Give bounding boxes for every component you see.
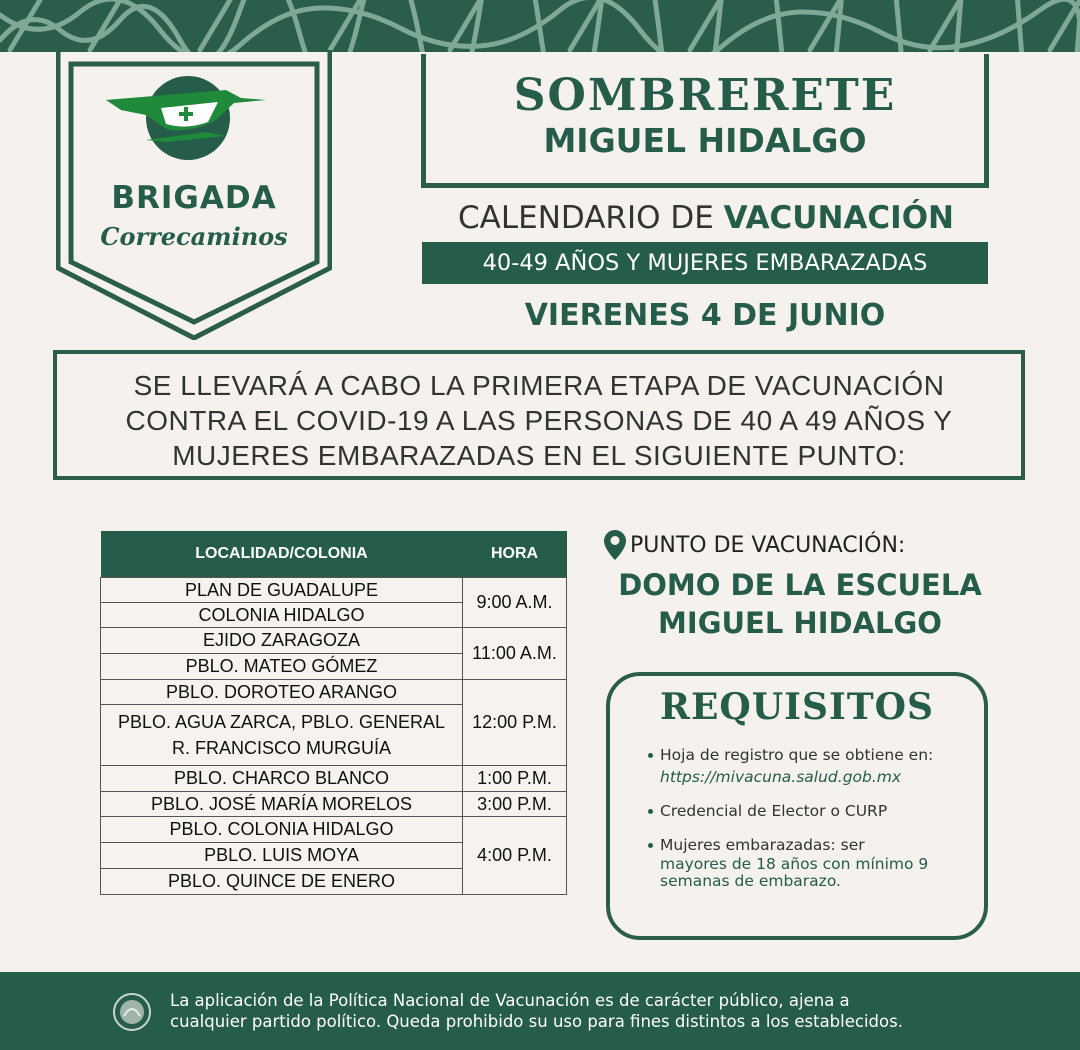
calendar-emphasis: VACUNACIÓN (723, 200, 954, 236)
notice-line: SE LLEVARÁ A CABO LA PRIMERA ETAPA DE VACUNACIÓN (133, 370, 945, 401)
footer-text (170, 990, 903, 1032)
notice-line: CONTRA EL COVID-19 A LAS PERSONAS DE 40 A 49 AÑOS Y (125, 405, 953, 436)
notice-line: MUJERES EMBARAZADAS EN EL SIGUIENTE PUNTO: (172, 440, 906, 471)
notice-box (53, 350, 1025, 480)
national-seal-icon (112, 992, 152, 1032)
location-name-line: MIGUEL HIDALGO (658, 606, 942, 640)
age-group-banner: 40-49 AÑOS Y MUJERES EMBARAZADAS (422, 242, 988, 284)
calendar-prefix: CALENDARIO DE (457, 200, 714, 236)
time-cell: 9:00 A.M. (463, 577, 567, 627)
place-cell: PBLO. CHARCO BLANCO (101, 765, 463, 791)
table-header-row (101, 531, 567, 577)
registration-link[interactable]: https://mivacuna.salud.gob.mx (660, 768, 902, 786)
place-cell: COLONIA HIDALGO (101, 602, 463, 627)
page-subtitle: MIGUEL HIDALGO (543, 121, 867, 160)
roadrunner-logo-icon (106, 70, 266, 170)
place-cell: PBLO. JOSÉ MARÍA MORELOS (101, 791, 463, 816)
event-date: VIERENES 4 DE JUNIO (524, 298, 886, 333)
time-cell: 4:00 P.M. (463, 816, 567, 894)
requirement-item (648, 800, 983, 822)
time-cell: 3:00 P.M. (463, 791, 567, 816)
requirements-list (648, 744, 983, 902)
time-cell: 11:00 A.M. (463, 627, 567, 679)
place-cell: PBLO. DOROTEO ARANGO (101, 679, 463, 704)
badge-subtitle: Correcaminos (100, 222, 288, 251)
badge-title: BRIGADA (111, 180, 277, 216)
table-row (101, 791, 567, 816)
table-row (101, 765, 567, 791)
table-row (101, 577, 567, 602)
brigada-badge (56, 40, 332, 340)
footer-line: cualquier partido político. Queda prohibido su uso para fines distintos a los establecidos. (170, 1012, 903, 1031)
schedule-table (100, 531, 567, 895)
location-label-text: PUNTO DE VACUNACIÓN: (630, 533, 906, 558)
table-row (101, 627, 567, 653)
place-cell: PLAN DE GUADALUPE (101, 577, 463, 602)
place-cell: PBLO. QUINCE DE ENERO (101, 868, 463, 894)
requirements-title: REQUISITOS (660, 686, 934, 728)
requirement-text: Mujeres embarazadas: ser (660, 836, 865, 854)
location-name-line: DOMO DE LA ESCUELA (618, 568, 982, 602)
place-cell: PBLO. MATEO GÓMEZ (101, 653, 463, 679)
place-cell: PBLO. LUIS MOYA (101, 842, 463, 868)
table-row (101, 816, 567, 842)
time-cell: 1:00 P.M. (463, 765, 567, 791)
calendar-heading (421, 200, 991, 236)
footer-disclaimer (0, 972, 1080, 1050)
requirement-item (648, 834, 983, 890)
requirement-text: Credencial de Elector o CURP (660, 802, 888, 820)
place-cell: EJIDO ZARAGOZA (101, 627, 463, 653)
footer-line: La aplicación de la Política Nacional de Vacunación es de carácter público, ajena a (170, 991, 850, 1010)
location-name (580, 566, 1020, 642)
location-label (604, 530, 905, 560)
requirement-item (648, 744, 983, 788)
page-title: SOMBRERETE (513, 70, 897, 121)
map-pin-icon (604, 530, 626, 560)
requirement-text: Hoja de registro que se obtiene en: (660, 746, 934, 764)
table-row (101, 679, 567, 704)
place-cell: PBLO. COLONIA HIDALGO (101, 816, 463, 842)
requirements-box (606, 672, 988, 940)
header-time: HORA (463, 531, 567, 577)
title-box (421, 54, 989, 188)
place-cell: PBLO. AGUA ZARCA, PBLO. GENERAL R. FRANCISCO MURGUÍA (101, 704, 463, 765)
header-locality: LOCALIDAD/COLONIA (101, 531, 463, 577)
time-cell: 12:00 P.M. (463, 679, 567, 765)
requirement-highlight: mayores de 18 años con mínimo 9 semanas de embarazo. (660, 855, 929, 890)
